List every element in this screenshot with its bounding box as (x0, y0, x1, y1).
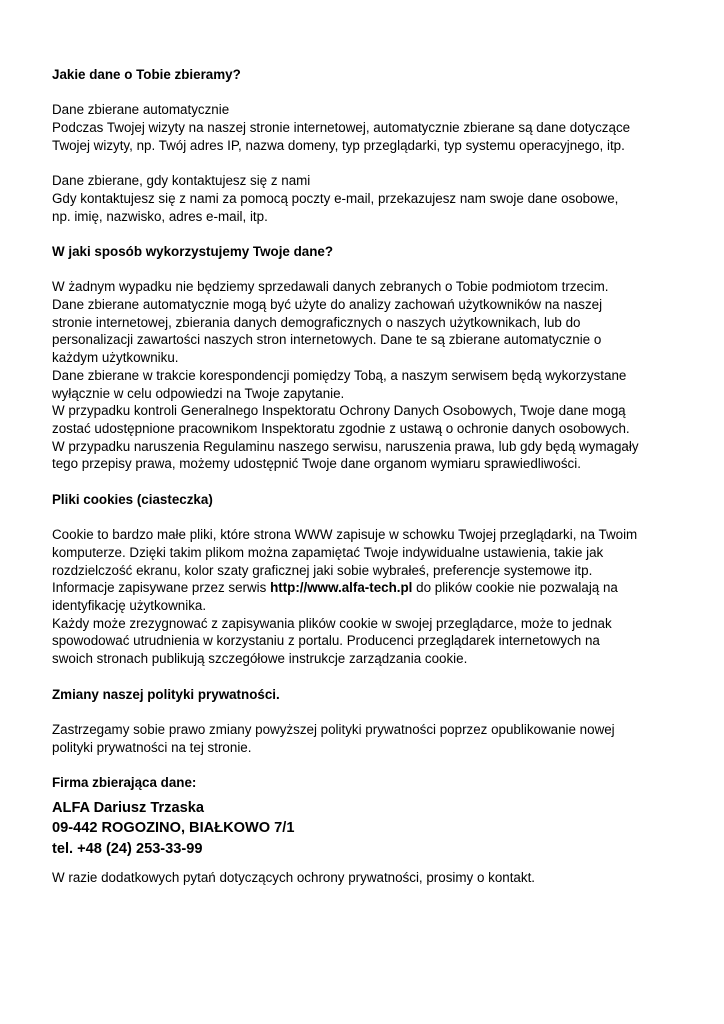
privacy-policy-document (52, 66, 672, 887)
paragraph-line: Gdy kontaktujesz się z nami za pomocą poczty e-mail, przekazujesz nam swoje dane osobowe, (52, 190, 619, 206)
paragraph-line: Zastrzegamy sobie prawo zmiany powyższej polityki prywatności poprzez opublikowanie nowej (52, 721, 615, 737)
spacer (52, 703, 672, 721)
spacer (52, 155, 672, 173)
spacer (52, 668, 672, 686)
spacer (52, 225, 672, 243)
paragraph-line: Każdy może zrezygnować z zapisywania plików cookie w swojej przeglądarce, może to jednak (52, 615, 612, 631)
company-phone: tel. +48 (24) 253-33-99 (52, 840, 203, 857)
site-url-link[interactable]: http://www.alfa-tech.pl (270, 580, 413, 596)
paragraph-line-with-url (52, 579, 672, 597)
info-prefix: Informacje zapisywane przez serwis (52, 580, 271, 596)
subsection-title-auto-data: Dane zbierane automatycznie (52, 102, 230, 118)
section-heading-data-collected: Jakie dane o Tobie zbieramy? (52, 67, 241, 82)
paragraph-line: W przypadku kontroli Generalnego Inspektoratu Ochrony Danych Osobowych, Twoje dane mogą (52, 403, 626, 419)
spacer (52, 509, 672, 527)
company-details (52, 798, 672, 859)
subsection-title-contact-data: Dane zbierane, gdy kontaktujesz się z nami (52, 173, 311, 189)
paragraph-line: komputerze. Dzięki takim plikom można zapamiętać Twoje indywidualne ustawienia, takie jak (52, 544, 604, 560)
paragraph-line: każdym użytkowniku. (52, 350, 179, 366)
closing-contact-note: W razie dodatkowych pytań dotyczących ochrony prywatności, prosimy o kontakt. (52, 869, 536, 885)
section-heading-policy-changes: Zmiany naszej polityki prywatności. (52, 686, 280, 702)
spacer (52, 84, 672, 102)
paragraph-line: personalizacji zawartości naszych stron internetowych. Dane te są zbierane automatycznie o (52, 332, 602, 348)
paragraph-line: W przypadku naruszenia Regulaminu naszego serwisu, naruszenia prawa, lub gdy będą wymagały (52, 438, 639, 454)
paragraph-line: W żadnym wypadku nie będziemy sprzedawali danych zebranych o Tobie podmiotom trzecim. (52, 279, 609, 295)
spacer (52, 756, 672, 774)
info-suffix: do plików cookie nie pozwalają na (412, 580, 618, 596)
paragraph-line: swoich stronach publikują szczegółowe instrukcje zarządzania cookie. (52, 651, 468, 667)
paragraph-line: Cookie to bardzo małe pliki, które strona WWW zapisuje w schowku Twojej przeglądarki, na Twoim (52, 527, 638, 543)
company-address: 09-442 ROGOZINO, BIAŁKOWO 7/1 (52, 820, 295, 837)
paragraph-line: stronie internetowej, zbierania danych demograficznych o naszych użytkownikach, lub do (52, 314, 581, 330)
paragraph-line: Twojej wizyty, np. Twój adres IP, nazwa domeny, typ przeglądarki, typ systemu operacyjnego, itp. (52, 137, 625, 153)
company-name: ALFA Dariusz Trzaska (52, 799, 204, 816)
paragraph-line: wyłącznie w celu odpowiedzi na Twoje zapytanie. (52, 385, 345, 401)
spacer (52, 473, 672, 491)
paragraph-line: identyfikację użytkownika. (52, 598, 207, 613)
paragraph-line: polityki prywatności na tej stronie. (52, 739, 252, 755)
spacer (52, 261, 672, 279)
paragraph-line: rozdzielczość ekranu, kolor szaty graficznej jaki sobie wybrałeś, preferencje systemowe itp. (52, 562, 593, 578)
paragraph-line: Dane zbierane automatycznie mogą być użyte do analizy zachowań użytkowników na naszej (52, 297, 603, 313)
paragraph-line: tego przepisy prawa, możemy udostępnić Twoje dane organom wymiaru sprawiedliwości. (52, 456, 581, 472)
paragraph-line: spowodować utrudnienia w korzystaniu z portalu. Producenci przeglądarek internetowych na (52, 633, 600, 649)
paragraph-line: np. imię, nazwisko, adres e-mail, itp. (52, 208, 268, 224)
section-heading-cookies: Pliki cookies (ciasteczka) (52, 491, 213, 507)
section-heading-data-controller: Firma zbierająca dane: (52, 774, 197, 790)
paragraph-line: Dane zbierane w trakcie korespondencji pomiędzy Tobą, a naszym serwisem będą wykorzystane (52, 367, 627, 383)
section-heading-data-usage: W jaki sposób wykorzystujemy Twoje dane? (52, 243, 334, 259)
paragraph-line: zostać udostępnione pracownikom Inspektoratu zgodnie z ustawą o ochronie danych osobowych. (52, 421, 630, 436)
paragraph-line: Podczas Twojej wizyty na naszej stronie internetowej, automatycznie zbierane są dane dotyczące (52, 120, 631, 136)
